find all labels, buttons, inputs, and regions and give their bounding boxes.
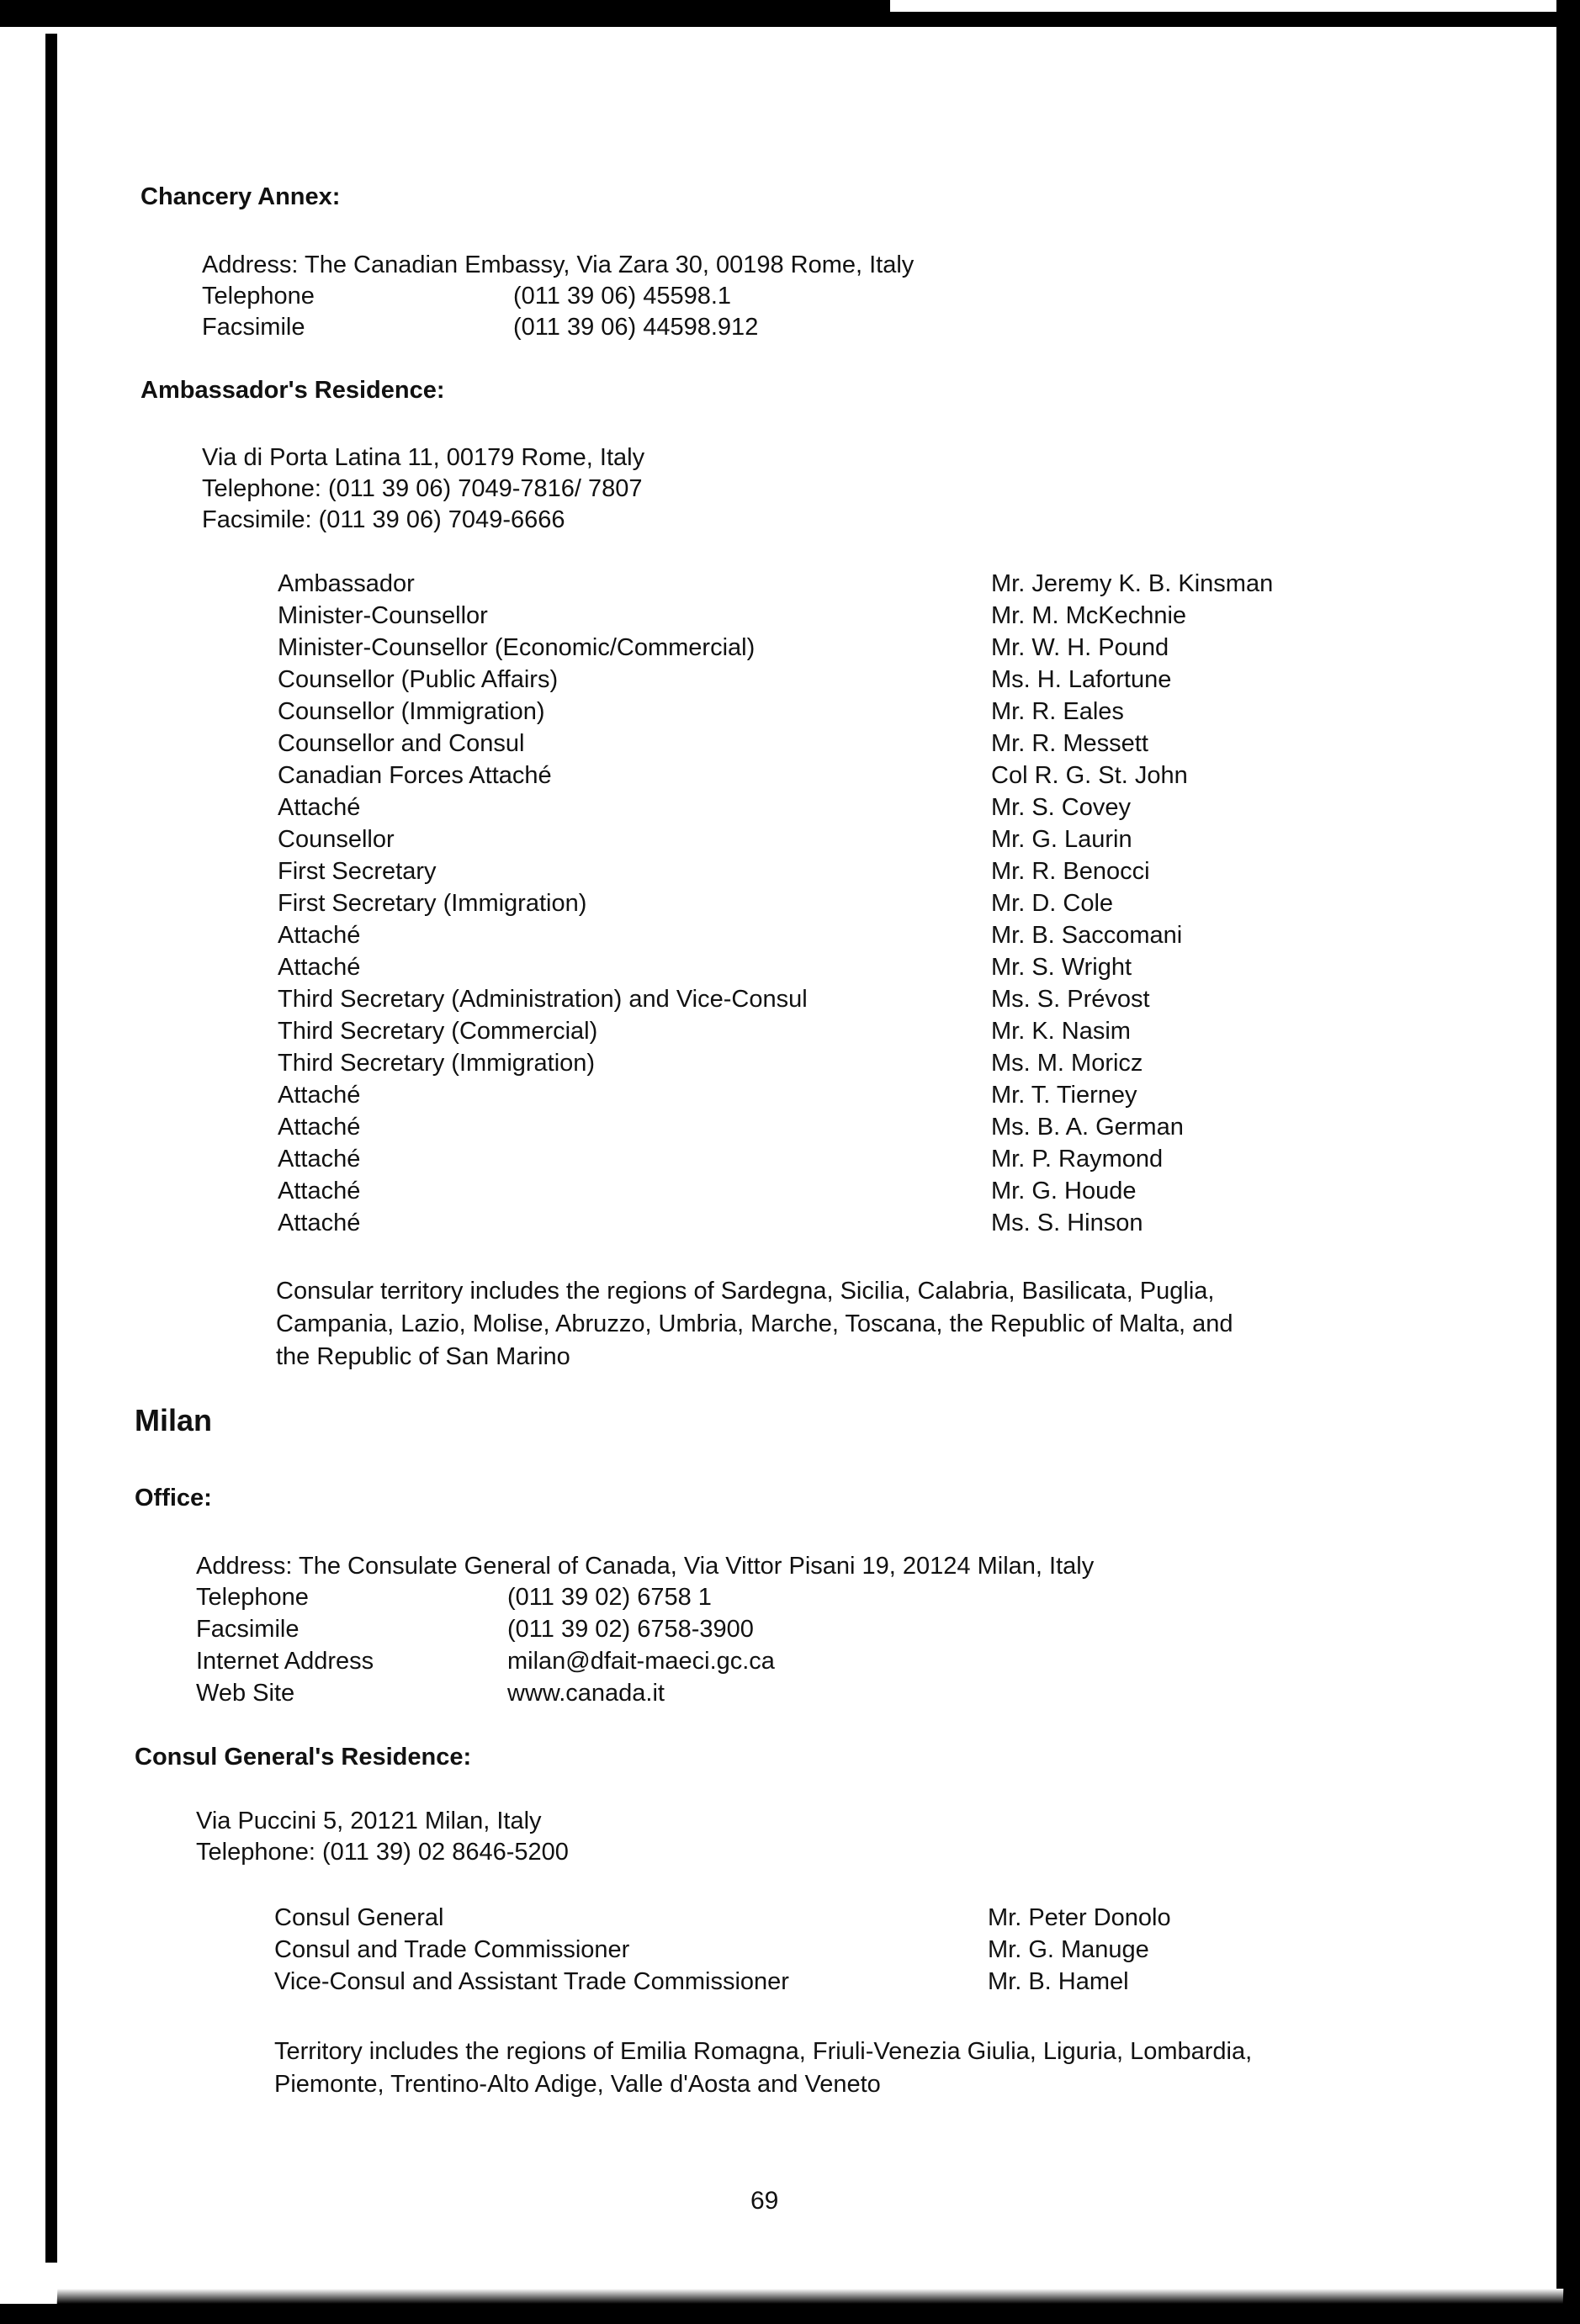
staff-row bbox=[278, 666, 1346, 698]
internet-value: milan@dfait-maeci.gc.ca bbox=[507, 1648, 775, 1675]
milan-office-heading: Office: bbox=[135, 1485, 212, 1511]
staff-row bbox=[278, 858, 1346, 890]
staff-title: Counsellor and Consul bbox=[278, 730, 525, 757]
staff-row bbox=[278, 1146, 1346, 1178]
staff-name: Mr. R. Messett bbox=[991, 730, 1148, 757]
staff-row bbox=[278, 730, 1346, 762]
staff-title: Third Secretary (Immigration) bbox=[278, 1050, 596, 1077]
staff-name: Mr. G. Laurin bbox=[991, 826, 1132, 853]
staff-title: Canadian Forces Attaché bbox=[278, 762, 552, 789]
staff-row bbox=[278, 1114, 1346, 1146]
scan-border-bottom bbox=[0, 2304, 1580, 2324]
ambassador-residence-telephone: Telephone: (011 39 06) 7049-7816/ 7807 bbox=[202, 475, 643, 502]
staff-name: Ms. B. A. German bbox=[991, 1114, 1184, 1141]
staff-row bbox=[278, 602, 1346, 634]
territory-line: Piemonte, Trentino-Alto Adige, Valle d'Aosta and Veneto bbox=[274, 2071, 881, 2098]
staff-title: First Secretary (Immigration) bbox=[278, 890, 587, 917]
facsimile-label: Facsimile bbox=[202, 314, 305, 341]
staff-name: Col R. G. St. John bbox=[991, 762, 1188, 789]
staff-title: Minister-Counsellor bbox=[278, 602, 488, 629]
staff-row bbox=[278, 922, 1346, 954]
telephone-label: Telephone bbox=[196, 1584, 309, 1611]
milan-office-facsimile bbox=[196, 1613, 754, 1645]
facsimile-value: (011 39 06) 44598.912 bbox=[513, 314, 759, 341]
staff-title: Counsellor (Immigration) bbox=[278, 698, 545, 725]
staff-name: Mr. W. H. Pound bbox=[991, 634, 1169, 661]
territory-line: the Republic of San Marino bbox=[276, 1343, 570, 1370]
chancery-annex-telephone bbox=[202, 280, 731, 312]
staff-row bbox=[278, 698, 1346, 730]
staff-row bbox=[278, 954, 1346, 986]
staff-title: Counsellor bbox=[278, 826, 395, 853]
staff-row bbox=[278, 890, 1346, 922]
staff-row bbox=[274, 1968, 1343, 2000]
facsimile-label: Facsimile bbox=[196, 1616, 300, 1643]
staff-name: Ms. H. Lafortune bbox=[991, 666, 1172, 693]
staff-title: Attaché bbox=[278, 1082, 361, 1109]
staff-title: Attaché bbox=[278, 794, 361, 821]
milan-office-internet bbox=[196, 1645, 775, 1677]
staff-name: Mr. Peter Donolo bbox=[988, 1904, 1171, 1931]
website-value: www.canada.it bbox=[507, 1680, 665, 1707]
staff-row bbox=[274, 1936, 1343, 1968]
staff-title: Attaché bbox=[278, 922, 361, 949]
staff-title: Ambassador bbox=[278, 570, 415, 597]
staff-name: Mr. R. Eales bbox=[991, 698, 1124, 725]
staff-title: Vice-Consul and Assistant Trade Commissioner bbox=[274, 1968, 789, 1995]
telephone-value: (011 39 02) 6758 1 bbox=[507, 1584, 712, 1611]
territory-line: Consular territory includes the regions of Sardegna, Sicilia, Calabria, Basilicata, Puglia, bbox=[276, 1278, 1215, 1305]
staff-name: Mr. G. Houde bbox=[991, 1178, 1137, 1204]
staff-name: Mr. S. Wright bbox=[991, 954, 1132, 981]
staff-title: Attaché bbox=[278, 1114, 361, 1141]
staff-row bbox=[278, 570, 1346, 602]
staff-name: Mr. D. Cole bbox=[991, 890, 1114, 917]
staff-name: Mr. P. Raymond bbox=[991, 1146, 1164, 1173]
staff-title: Minister-Counsellor (Economic/Commercial) bbox=[278, 634, 756, 661]
staff-row bbox=[278, 794, 1346, 826]
staff-name: Mr. B. Saccomani bbox=[991, 922, 1183, 949]
staff-row bbox=[278, 1082, 1346, 1114]
rome-territory-paragraph bbox=[276, 1275, 1233, 1374]
ambassador-residence-facsimile: Facsimile: (011 39 06) 7049-6666 bbox=[202, 506, 565, 533]
scan-border-right bbox=[1556, 0, 1580, 2324]
scan-border-notch bbox=[890, 0, 1580, 14]
scan-border-left bbox=[45, 34, 57, 2263]
chancery-annex-heading: Chancery Annex: bbox=[141, 183, 341, 210]
staff-title: Attaché bbox=[278, 1210, 361, 1236]
chancery-annex-facsimile bbox=[202, 311, 758, 343]
staff-name: Ms. M. Moricz bbox=[991, 1050, 1143, 1077]
milan-office-website bbox=[196, 1677, 665, 1709]
territory-line: Campania, Lazio, Molise, Abruzzo, Umbria, Marche, Toscana, the Republic of Malta, and bbox=[276, 1310, 1233, 1337]
staff-title: Third Secretary (Commercial) bbox=[278, 1018, 598, 1045]
consul-residence-telephone: Telephone: (011 39) 02 8646-5200 bbox=[196, 1839, 569, 1866]
ambassador-residence-address: Via di Porta Latina 11, 00179 Rome, Italy bbox=[202, 444, 645, 471]
consul-general-residence-heading: Consul General's Residence: bbox=[135, 1744, 472, 1771]
consul-residence-address: Via Puccini 5, 20121 Milan, Italy bbox=[196, 1808, 542, 1834]
staff-name: Ms. S. Hinson bbox=[991, 1210, 1143, 1236]
telephone-label: Telephone bbox=[202, 283, 315, 310]
staff-title: First Secretary bbox=[278, 858, 437, 885]
staff-name: Mr. S. Covey bbox=[991, 794, 1131, 821]
staff-row bbox=[278, 826, 1346, 858]
staff-title: Counsellor (Public Affairs) bbox=[278, 666, 559, 693]
milan-territory-paragraph bbox=[274, 2035, 1252, 2101]
staff-name: Mr. G. Manuge bbox=[988, 1936, 1149, 1963]
staff-row bbox=[278, 762, 1346, 794]
staff-name: Mr. R. Benocci bbox=[991, 858, 1150, 885]
staff-row bbox=[278, 1018, 1346, 1050]
website-label: Web Site bbox=[196, 1680, 295, 1707]
telephone-value: (011 39 06) 45598.1 bbox=[513, 283, 732, 310]
city-heading-milan: Milan bbox=[135, 1403, 213, 1437]
staff-row bbox=[278, 1050, 1346, 1082]
staff-row bbox=[278, 986, 1346, 1018]
staff-title: Attaché bbox=[278, 1178, 361, 1204]
milan-office-telephone bbox=[196, 1581, 712, 1613]
staff-title: Consul General bbox=[274, 1904, 444, 1931]
scan-page-fold bbox=[57, 2289, 1564, 2304]
milan-office-address: Address: The Consulate General of Canada, Via Vittor Pisani 19, 20124 Milan, Italy bbox=[196, 1553, 1095, 1580]
ambassador-residence-heading: Ambassador's Residence: bbox=[141, 377, 445, 404]
facsimile-value: (011 39 02) 6758-3900 bbox=[507, 1616, 754, 1643]
staff-title: Consul and Trade Commissioner bbox=[274, 1936, 630, 1963]
territory-line: Territory includes the regions of Emilia Romagna, Friuli-Venezia Giulia, Liguria, Lombardia, bbox=[274, 2038, 1253, 2065]
staff-title: Attaché bbox=[278, 954, 361, 981]
staff-row bbox=[278, 634, 1346, 666]
staff-name: Mr. Jeremy K. B. Kinsman bbox=[991, 570, 1274, 597]
staff-title: Third Secretary (Administration) and Vice-Consul bbox=[278, 986, 808, 1013]
chancery-annex-address: Address: The Canadian Embassy, Via Zara 30, 00198 Rome, Italy bbox=[202, 251, 915, 278]
staff-name: Mr. M. McKechnie bbox=[991, 602, 1187, 629]
staff-name: Ms. S. Prévost bbox=[991, 986, 1150, 1013]
staff-row bbox=[278, 1210, 1346, 1241]
staff-row bbox=[278, 1178, 1346, 1210]
staff-title: Attaché bbox=[278, 1146, 361, 1173]
internet-label: Internet Address bbox=[196, 1648, 374, 1675]
staff-row bbox=[274, 1904, 1343, 1936]
staff-name: Mr. B. Hamel bbox=[988, 1968, 1129, 1995]
staff-name: Mr. T. Tierney bbox=[991, 1082, 1137, 1109]
staff-name: Mr. K. Nasim bbox=[991, 1018, 1131, 1045]
page-number: 69 bbox=[750, 2187, 779, 2215]
